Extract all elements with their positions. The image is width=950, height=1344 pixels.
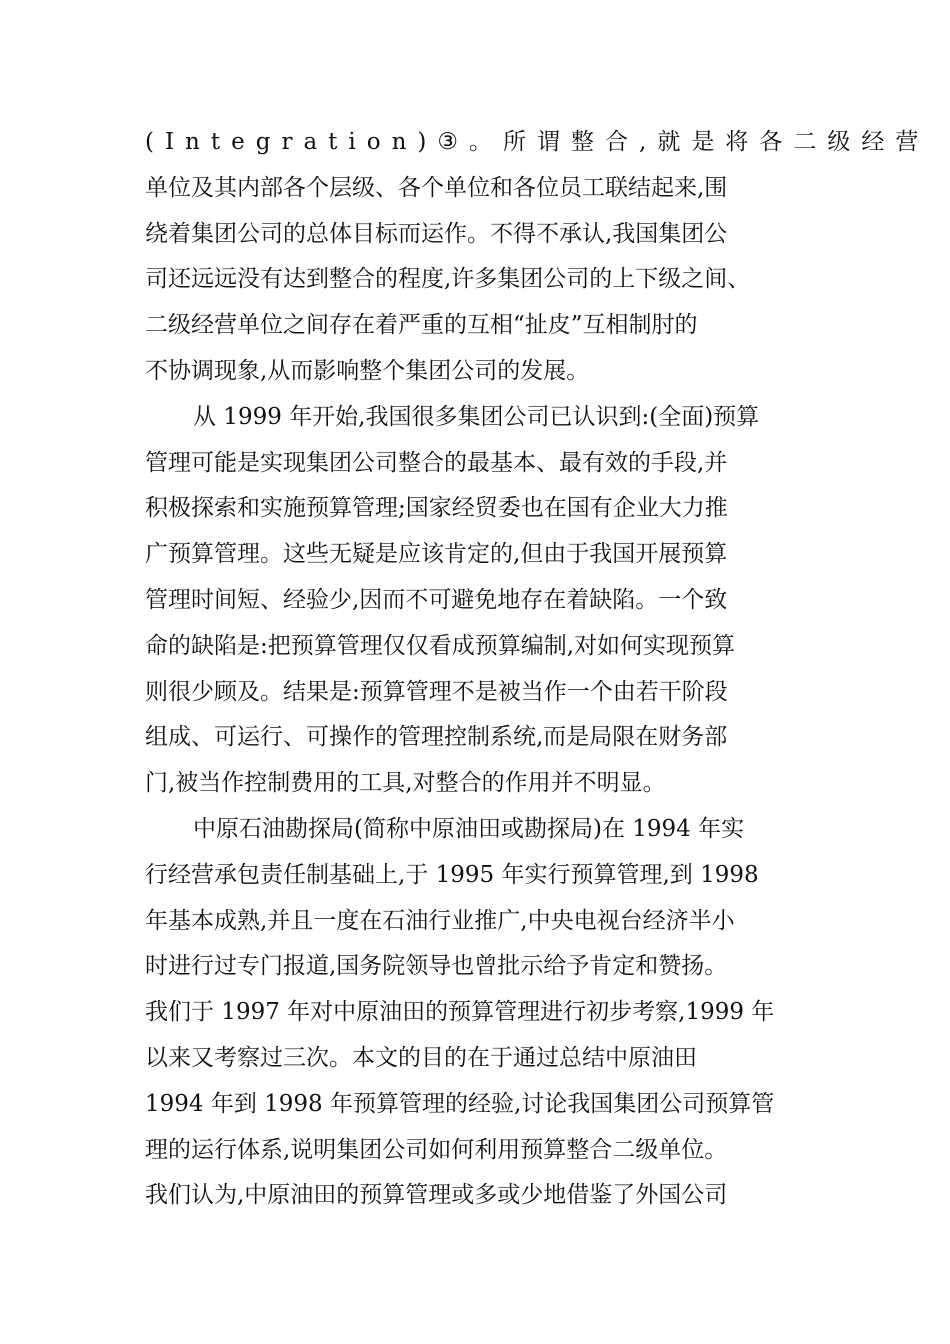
text-line: 则很少顾及。结果是:预算管理不是被当作一个由若干阶段 xyxy=(145,678,728,705)
text-line: 我们认为,中原油田的预算管理或多或少地借鉴了外国公司 xyxy=(145,1182,728,1209)
text-line: 我们于 1997 年对中原油田的预算管理进行初步考察,1999 年 xyxy=(145,999,775,1026)
paragraph-1 xyxy=(145,120,930,395)
text-line: 时进行过专门报道,国务院领导也曾批示给予肯定和赞扬。 xyxy=(145,953,728,980)
text-line: 二级经营单位之间存在着严重的互相“扯皮”互相制肘的 xyxy=(145,312,698,339)
text-line: 单位及其内部各个层级、各个单位和各位员工联结起来,围 xyxy=(145,174,728,201)
text-line: 管理可能是实现集团公司整合的最基本、最有效的手段,并 xyxy=(145,449,728,476)
text-line: 绕着集团公司的总体目标而运作。不得不承认,我国集团公 xyxy=(145,220,728,247)
text-line: 广预算管理。这些无疑是应该肯定的,但由于我国开展预算 xyxy=(145,541,728,568)
text-line: (Integration)③。所谓整合,就是将各二级经营 xyxy=(145,129,930,155)
body-text xyxy=(145,120,930,1219)
text-line: 理的运行体系,说明集团公司如何利用预算整合二级单位。 xyxy=(145,1136,728,1163)
text-line: 积极探索和实施预算管理;国家经贸委也在国有企业大力推 xyxy=(145,495,728,522)
text-line: 从 1999 年开始,我国很多集团公司已认识到:(全面)预算 xyxy=(193,403,760,430)
text-line: 不协调现象,从而影响整个集团公司的发展。 xyxy=(145,357,590,384)
text-line: 1994 年到 1998 年预算管理的经验,讨论我国集团公司预算管 xyxy=(145,1090,775,1117)
text-line: 中原石油勘探局(简称中原油田或勘探局)在 1994 年实 xyxy=(193,815,745,842)
text-line: 门,被当作控制费用的工具,对整合的作用并不明显。 xyxy=(145,770,666,797)
text-line: 命的缺陷是:把预算管理仅仅看成预算编制,对如何实现预算 xyxy=(145,632,736,659)
paragraph-2 xyxy=(145,395,825,807)
text-line: 组成、可运行、可操作的管理控制系统,而是局限在财务部 xyxy=(145,724,728,751)
text-line: 年基本成熟,并且一度在石油行业推广,中央电视台经济半小 xyxy=(145,907,735,934)
text-line: 司还远远没有达到整合的程度,许多集团公司的上下级之间、 xyxy=(145,266,751,293)
text-line: 以来又考察过三次。本文的目的在于通过总结中原油田 xyxy=(145,1044,697,1071)
paragraph-3 xyxy=(145,807,825,1219)
text-line: 管理时间短、经验少,因而不可避免地存在着缺陷。一个致 xyxy=(145,586,728,613)
text-line: 行经营承包责任制基础上,于 1995 年实行预算管理,到 1998 xyxy=(145,861,759,888)
